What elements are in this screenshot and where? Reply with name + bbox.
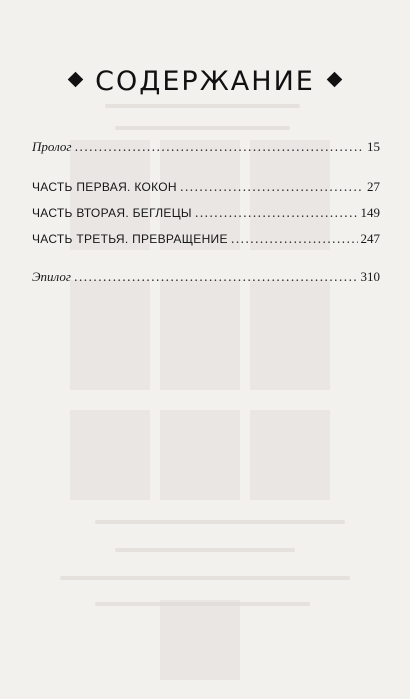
show-through-image <box>70 410 150 500</box>
show-through-image <box>160 280 240 390</box>
leader-dots <box>74 268 358 286</box>
show-through-text <box>115 548 295 552</box>
diamond-ornament-icon <box>327 72 343 88</box>
show-through-image <box>160 600 240 680</box>
show-through-image <box>250 280 330 390</box>
toc-entry-page: 247 <box>360 231 380 246</box>
toc-entry-page: 149 <box>360 205 380 220</box>
toc-entry-label: ЧАСТЬ ВТОРАЯ. БЕГЛЕЦЫ <box>32 206 192 220</box>
toc-entry-label: Эпилог <box>32 269 71 284</box>
show-through-text <box>95 520 345 524</box>
toc-entry-page: 27 <box>367 179 380 194</box>
toc-title-text: СОДЕРЖАНИЕ <box>95 66 315 97</box>
show-through-image <box>160 410 240 500</box>
leader-dots <box>74 138 364 156</box>
toc-entry <box>32 230 380 248</box>
show-through-image <box>250 410 330 500</box>
toc-entry <box>32 138 380 156</box>
toc-entry <box>32 178 380 196</box>
toc-entry-label: ЧАСТЬ ПЕРВАЯ. КОКОН <box>32 180 177 194</box>
leader-dots <box>180 178 364 196</box>
leader-dots <box>231 230 358 248</box>
show-through-text <box>105 104 300 108</box>
toc-entry-label: ЧАСТЬ ТРЕТЬЯ. ПРЕВРАЩЕНИЕ <box>32 232 228 246</box>
show-through-text <box>60 576 350 580</box>
leader-dots <box>195 204 358 222</box>
toc-entry-page: 310 <box>360 269 380 284</box>
toc-entry-label: Пролог <box>32 139 72 154</box>
show-through-text <box>115 126 290 130</box>
show-through-image <box>70 280 150 390</box>
show-through-text <box>95 602 310 606</box>
toc-entry <box>32 268 380 286</box>
toc-title <box>0 66 410 97</box>
toc-entry-page: 15 <box>367 139 380 154</box>
diamond-ornament-icon <box>68 72 84 88</box>
toc-entry <box>32 204 380 222</box>
